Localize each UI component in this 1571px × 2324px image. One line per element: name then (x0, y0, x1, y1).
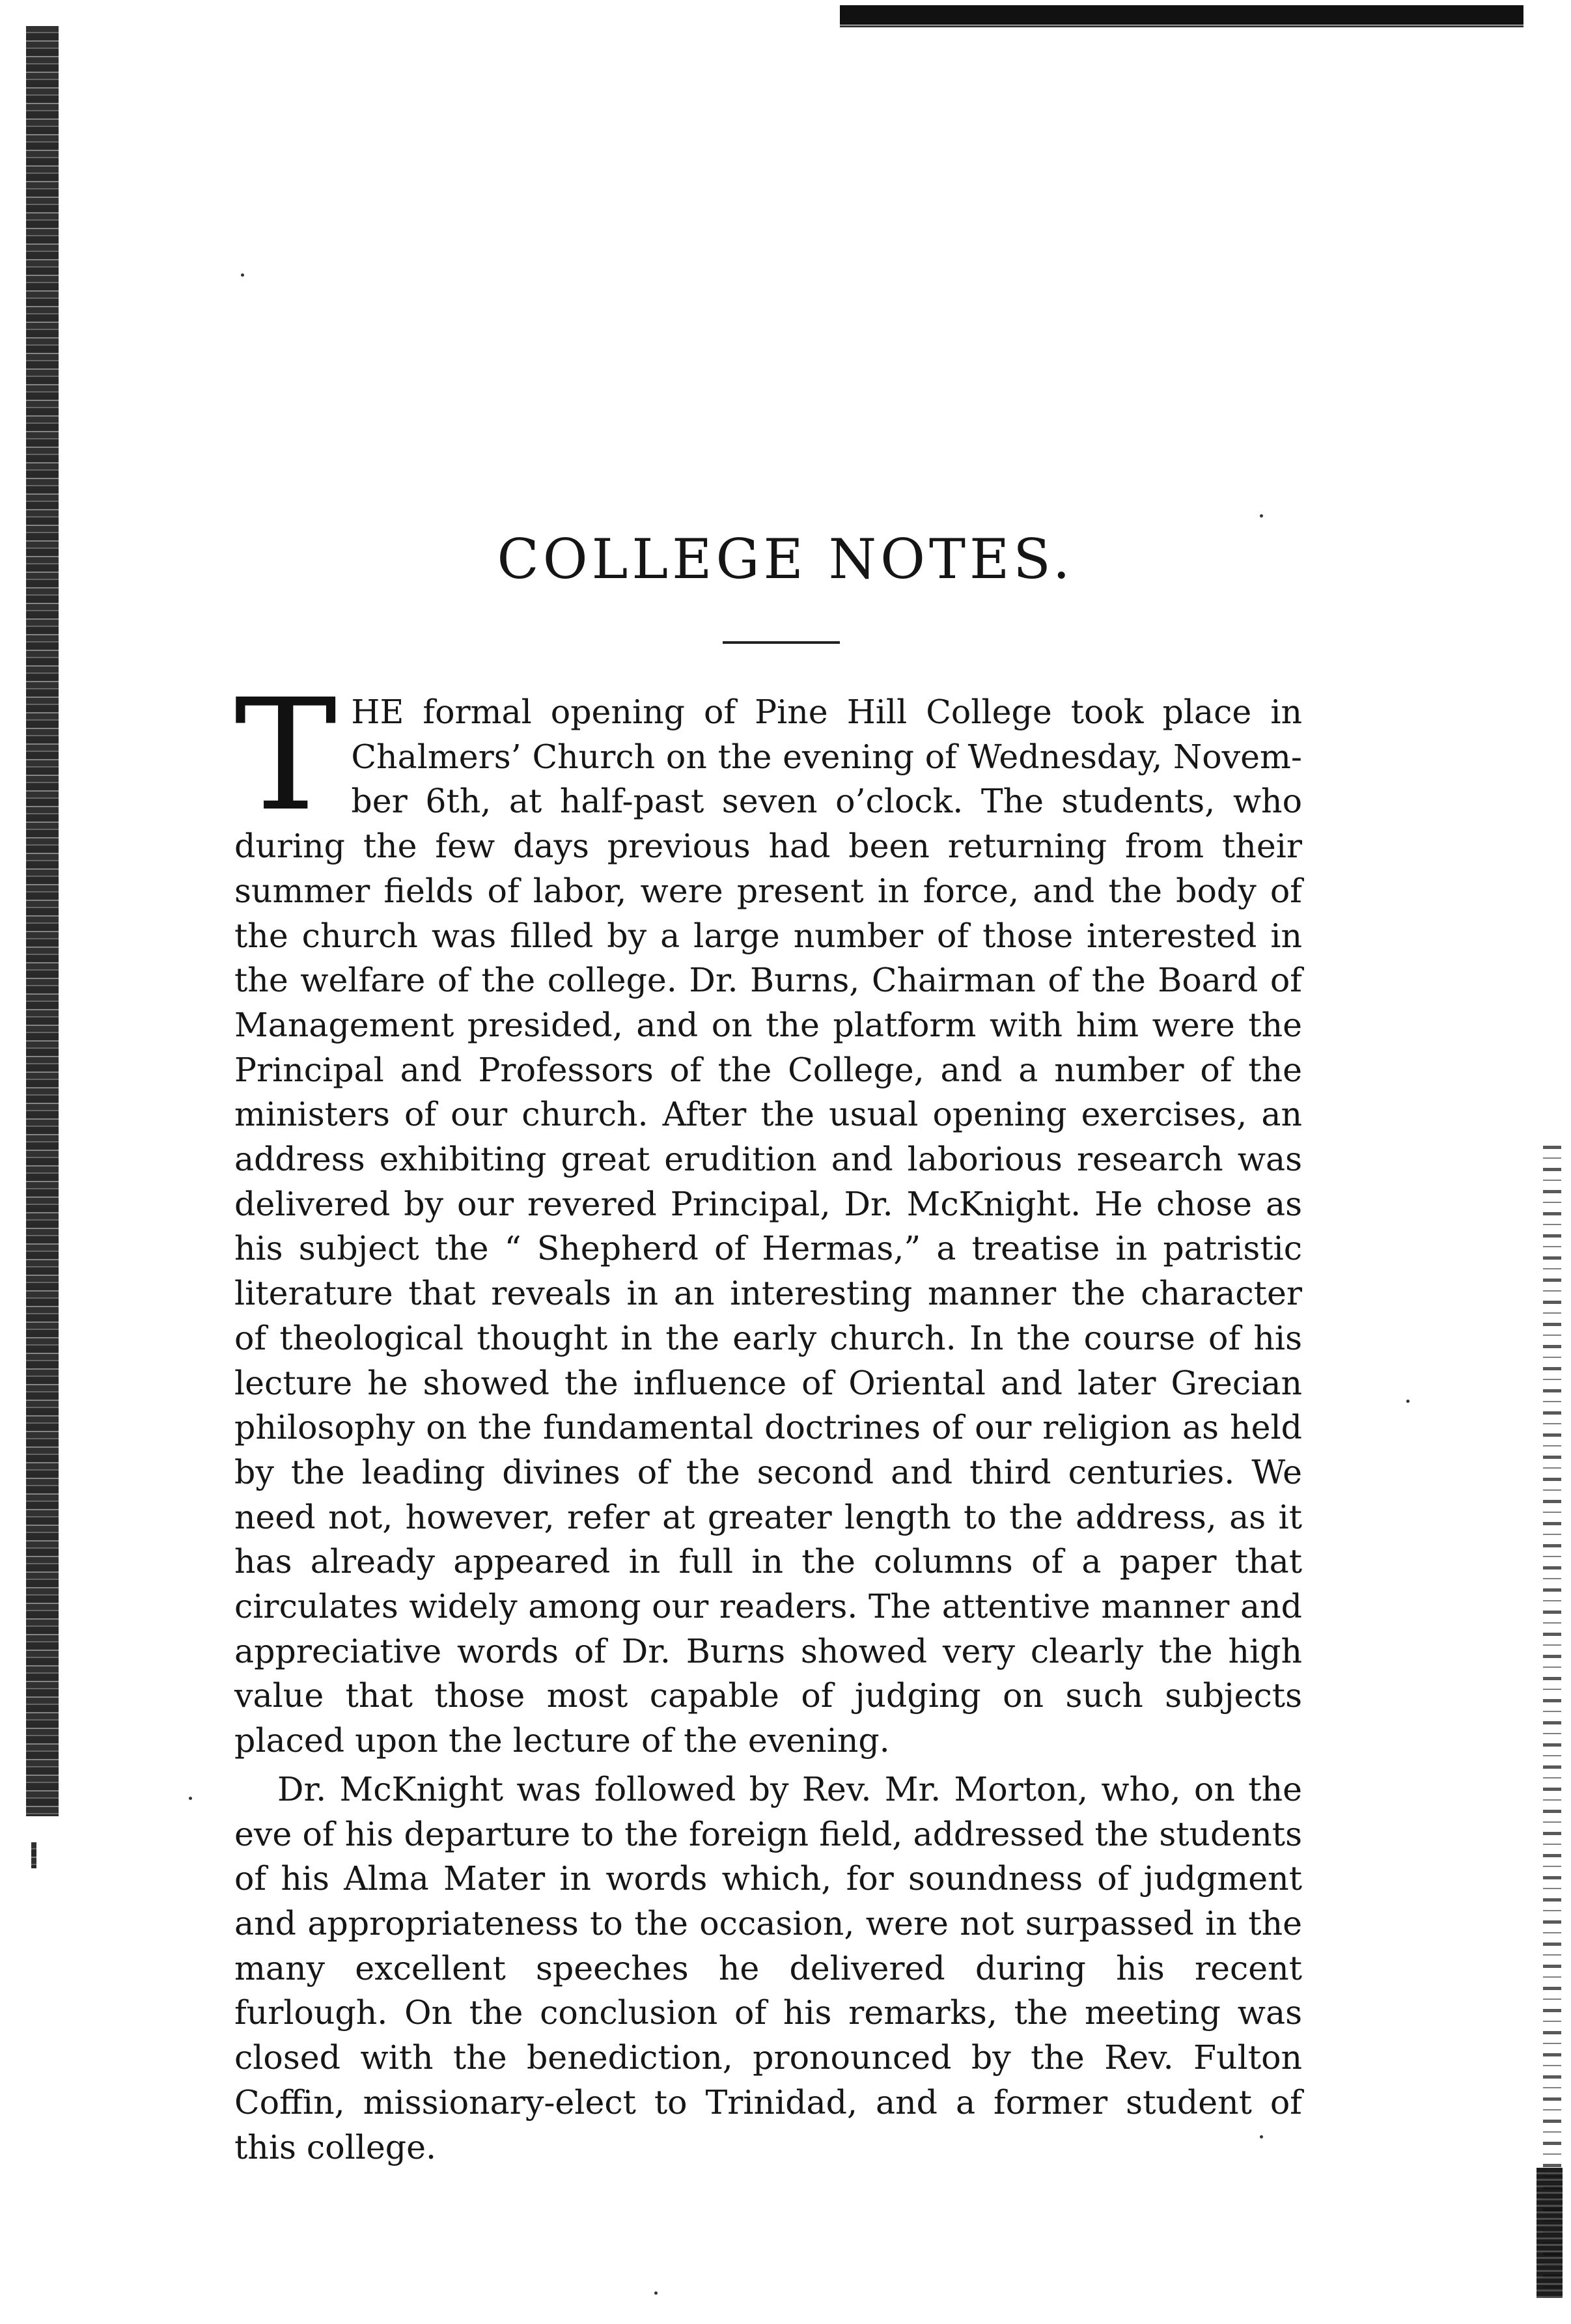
drop-cap: T (234, 666, 337, 845)
scan-speck (1260, 514, 1263, 518)
scan-right-edge (1543, 1146, 1561, 2298)
scan-speck (189, 1797, 192, 1800)
paragraph-1 (234, 666, 1302, 1764)
scan-speck (241, 273, 244, 277)
article-body (234, 666, 1302, 2170)
scan-left-edge (26, 26, 59, 1816)
scan-top-rule (840, 5, 1523, 25)
scan-right-edge-bottom (1536, 2168, 1563, 2298)
page-title: COLLEGE NOTES. (497, 527, 1074, 591)
scan-speck (1406, 1400, 1410, 1403)
scan-left-edge-fragment (31, 1842, 36, 1868)
scan-speck (654, 2291, 658, 2295)
paragraph-2: Dr. McKnight was followed by Rev. Mr. Morton, who, on the eve of his departure to the foreign field, addressed the students of his Alma Mater in words which, for soundness of judgment and appropriateness to the occasion, were not surpassed in the many excellent speeches he delivered during his recent furlough. On the conclusion of his remarks, the meeting was closed with the benediction, pronounced by the Rev. Fulton Coffin, missionary-elect to Trinidad, and a former student of this college. (234, 1769, 1302, 2166)
title-divider (723, 641, 840, 644)
paragraph-1-text: HE formal opening of Pine Hill College took place in Chalmers’ Church on the evening of Wednesday, November 6th, at half-past seven o’clock. The students, who during the few days previous had been returning from their summer fields of labor, were present in force, and the body of the church was filled by a large number of those interested in the welfare of the college. Dr. Burns, Chairman of the Board of Management presided, and on the platform with him were the Principal and Professors of the College, and a number of the ministers of our church. After the usual opening exercises, an address exhibiting great erudition and laborious research was delivered by our revered Principal, Dr. McKnight. He chose as his subject the “ Shepherd of Hermas,” a treatise in patristic literature that reveals in an interesting manner the character of theological thought in the early church. In the course of his lecture he showed the influence of Oriental and later Grecian philosophy on the fundamental doctrines of our religion as held by the leading divines of the second and third centuries. We need not, however, refer at greater length to the address, as it has already appeared in full in the columns of a paper that circulates widely among our readers. The attentive manner and appreciative words of Dr. Burns showed very clearly the high value that those most capable of judging on such subjects placed upon the lecture of the evening. (234, 693, 1302, 1760)
